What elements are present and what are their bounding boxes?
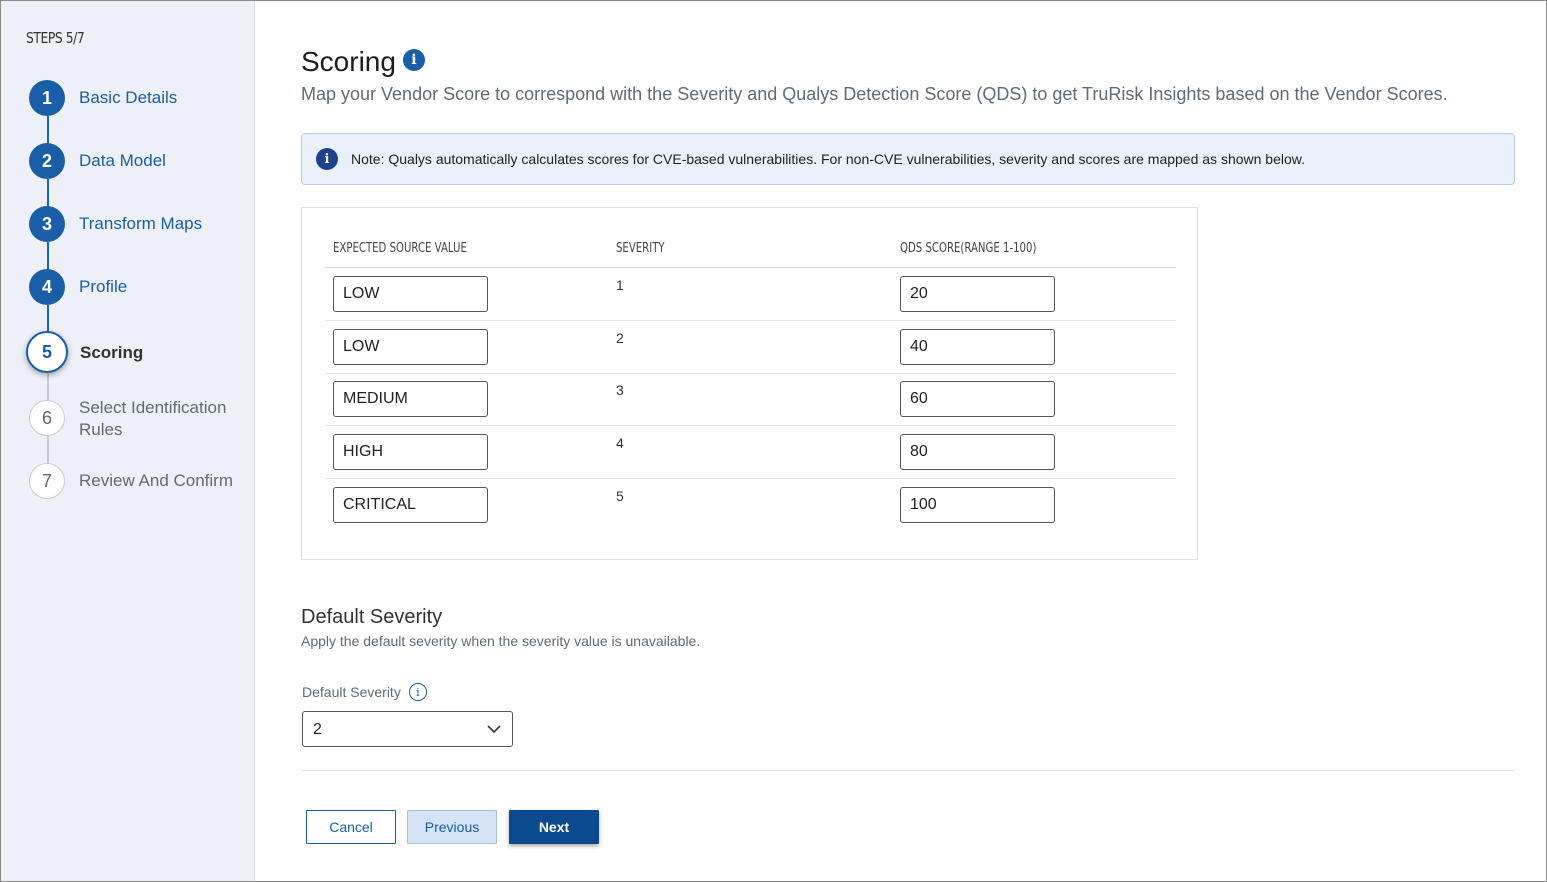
source-value-input[interactable]: MEDIUM xyxy=(333,381,488,417)
step-connector xyxy=(47,242,49,270)
source-value-input[interactable]: LOW xyxy=(333,329,488,365)
table-row xyxy=(325,373,1176,426)
column-header-severity: SEVERITY xyxy=(616,241,665,256)
qds-score-input[interactable]: 60 xyxy=(900,381,1055,417)
info-note xyxy=(301,133,1515,185)
step-number: 3 xyxy=(29,206,65,242)
selected-value: 2 xyxy=(313,721,322,738)
severity-value: 1 xyxy=(616,277,624,293)
info-icon[interactable]: i xyxy=(409,683,427,701)
scoring-table xyxy=(301,207,1198,560)
step-number: 4 xyxy=(29,269,65,305)
step-number: 6 xyxy=(29,400,65,436)
next-button[interactable]: Next xyxy=(509,810,599,844)
step-number: 2 xyxy=(29,143,65,179)
step-connector xyxy=(47,435,49,465)
source-value-input[interactable]: LOW xyxy=(333,276,488,312)
page-subtitle: Map your Vendor Score to correspond with the Severity and Qualys Detection Score (QDS) to get TruRisk Insights based on the Vendor Scores. xyxy=(301,84,1448,104)
cancel-button[interactable]: Cancel xyxy=(306,810,396,844)
source-value-input[interactable]: HIGH xyxy=(333,434,488,470)
default-severity-description: Apply the default severity when the severity value is unavailable. xyxy=(301,633,701,649)
step-label: Basic Details xyxy=(79,88,178,107)
table-row xyxy=(325,268,1176,321)
steps-sidebar xyxy=(1,1,255,881)
step-connector xyxy=(47,179,49,207)
table-row xyxy=(325,479,1176,532)
qds-score-input[interactable]: 20 xyxy=(900,276,1055,312)
steps-counter: STEPS 5/7 xyxy=(26,29,85,47)
table-row xyxy=(325,321,1176,374)
step-number: 7 xyxy=(29,463,65,499)
page-title: Scoring xyxy=(301,46,396,77)
chevron-down-icon xyxy=(486,721,502,737)
severity-value: 4 xyxy=(616,435,624,451)
column-header-qds: QDS SCORE(RANGE 1-100) xyxy=(900,241,1037,256)
title-row xyxy=(301,46,425,78)
step-label xyxy=(79,397,226,441)
severity-value: 5 xyxy=(616,488,624,504)
step-label: Data Model xyxy=(79,151,166,170)
default-severity-field-label: Default Severity xyxy=(302,684,401,700)
step-label: Profile xyxy=(79,277,128,296)
info-icon: i xyxy=(316,148,338,170)
severity-value: 3 xyxy=(616,382,624,398)
main-content xyxy=(256,0,1547,882)
previous-button[interactable]: Previous xyxy=(407,810,497,844)
step-label-line: Rules xyxy=(79,420,123,439)
step-connector xyxy=(47,305,49,333)
qds-score-input[interactable]: 40 xyxy=(900,329,1055,365)
step-number: 1 xyxy=(29,80,65,116)
qds-score-input[interactable]: 100 xyxy=(900,487,1055,523)
footer-divider xyxy=(301,770,1515,771)
info-icon[interactable]: i xyxy=(403,49,425,71)
default-severity-title: Default Severity xyxy=(301,606,443,628)
step-label: Transform Maps xyxy=(79,214,203,233)
step-label: Scoring xyxy=(80,343,144,362)
step-number: 5 xyxy=(26,331,68,373)
default-severity-label-row xyxy=(302,683,427,701)
step-label-line: Select Identification xyxy=(79,398,227,417)
table-row xyxy=(325,426,1176,479)
step-connector xyxy=(47,372,49,402)
source-value-input[interactable]: CRITICAL xyxy=(333,487,488,523)
default-severity-select[interactable] xyxy=(302,711,513,747)
note-text: Note: Qualys automatically calculates scores for CVE-based vulnerabilities. For non-CVE vulnerabilities, severity and scores are mapped as shown below. xyxy=(351,151,1306,167)
column-header-source: EXPECTED SOURCE VALUE xyxy=(333,241,467,256)
step-label: Review And Confirm xyxy=(79,471,234,490)
severity-value: 2 xyxy=(616,330,624,346)
step-connector xyxy=(47,116,49,144)
qds-score-input[interactable]: 80 xyxy=(900,434,1055,470)
